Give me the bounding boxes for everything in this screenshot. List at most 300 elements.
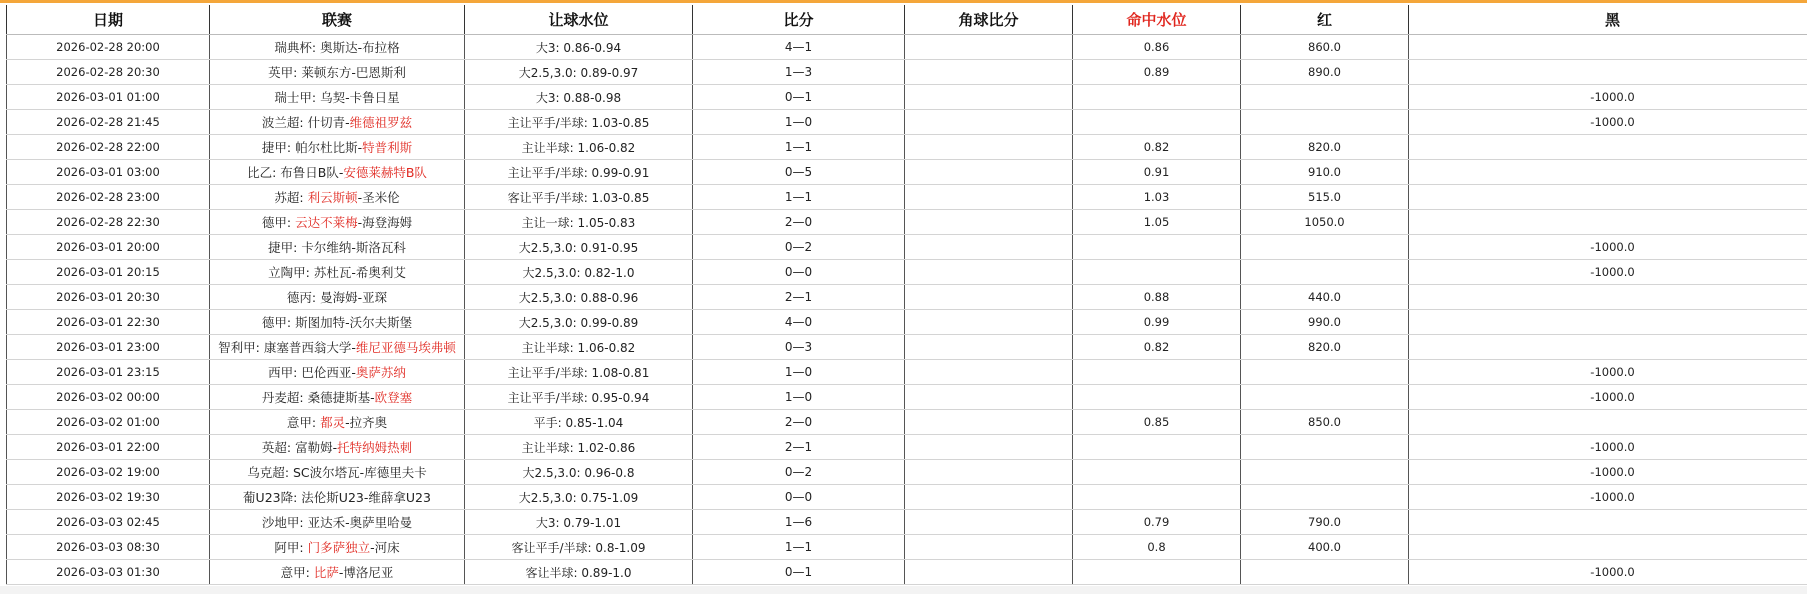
- table-row: [7, 460, 1807, 485]
- match-date: 2026-03-03 01:30: [7, 560, 210, 585]
- table-row: [7, 410, 1807, 435]
- separator: :: [311, 40, 321, 55]
- black-value: [1409, 210, 1807, 235]
- match-score: 1—6: [693, 510, 905, 535]
- away-team: 奥萨苏纳: [355, 365, 406, 380]
- match-date: 2026-03-02 01:00: [7, 410, 210, 435]
- match-score: 0—2: [693, 460, 905, 485]
- match-score: 0—1: [693, 85, 905, 110]
- red-value: 910.0: [1241, 160, 1409, 185]
- match-score: 0—1: [693, 560, 905, 585]
- separator: :: [299, 390, 308, 405]
- red-value: 860.0: [1241, 35, 1409, 60]
- away-team: 维尼亚德马埃弗顿: [355, 340, 456, 355]
- match-league: [210, 35, 465, 60]
- hit-odds: 0.91: [1073, 160, 1241, 185]
- separator: :: [305, 565, 314, 580]
- col-header-odds: 让球水位: [465, 5, 693, 35]
- handicap-odds: 大2.5,3.0: 0.88-0.96: [465, 285, 693, 310]
- match-score: 1—0: [693, 360, 905, 385]
- corner-score: [905, 135, 1073, 160]
- handicap-odds: 大3: 0.79-1.01: [465, 510, 693, 535]
- separator: :: [293, 240, 302, 255]
- separator: -: [338, 565, 344, 580]
- away-team: 特普利斯: [362, 140, 413, 155]
- corner-score: [905, 510, 1073, 535]
- table-row: [7, 435, 1807, 460]
- match-score: 0—0: [693, 260, 905, 285]
- separator: -: [332, 440, 338, 455]
- hit-odds: 0.99: [1073, 310, 1241, 335]
- away-team: 布拉格: [362, 40, 400, 55]
- home-team: 帕尔杜比斯: [295, 140, 358, 155]
- separator: -: [357, 290, 363, 305]
- separator: -: [370, 390, 375, 405]
- competition-name: 比乙: [247, 165, 273, 180]
- away-team: 托特纳姆热刺: [337, 440, 413, 455]
- separator: -: [345, 415, 350, 430]
- col-header-red: 红: [1241, 5, 1409, 35]
- hit-odds: [1073, 435, 1241, 460]
- hit-odds: [1073, 485, 1241, 510]
- away-team: 河床: [374, 540, 400, 555]
- match-date: 2026-03-02 19:30: [7, 485, 210, 510]
- separator: -: [345, 315, 350, 330]
- match-league: [210, 185, 465, 210]
- separator: :: [255, 340, 264, 355]
- match-date: 2026-02-28 20:00: [7, 35, 210, 60]
- handicap-odds: 大3: 0.88-0.98: [465, 85, 693, 110]
- red-value: 515.0: [1241, 185, 1409, 210]
- competition-name: 丹麦超: [261, 390, 300, 405]
- home-team: 奥斯达: [320, 40, 358, 55]
- competition-name: 波兰超: [261, 115, 300, 130]
- handicap-odds: 主让一球: 1.05-0.83: [465, 210, 693, 235]
- table-row: [7, 285, 1807, 310]
- match-league: [210, 335, 465, 360]
- competition-name: 意甲: [280, 565, 306, 580]
- handicap-odds: 主让平手/半球: 1.08-0.81: [465, 360, 693, 385]
- separator: :: [293, 365, 302, 380]
- col-header-date: 日期: [7, 5, 210, 35]
- black-value: [1409, 60, 1807, 85]
- match-score: 1—3: [693, 60, 905, 85]
- table-row: [7, 335, 1807, 360]
- hit-odds: 0.82: [1073, 335, 1241, 360]
- separator: -: [351, 65, 356, 80]
- hit-odds: [1073, 560, 1241, 585]
- table-row: [7, 185, 1807, 210]
- separator: :: [272, 165, 281, 180]
- hit-odds: 0.85: [1073, 410, 1241, 435]
- away-team: 斯洛瓦科: [355, 240, 406, 255]
- separator: -: [351, 365, 356, 380]
- separator: -: [357, 215, 363, 230]
- corner-score: [905, 260, 1073, 285]
- corner-score: [905, 110, 1073, 135]
- col-header-score: 比分: [693, 5, 905, 35]
- top-accent-bar: [0, 0, 1807, 3]
- red-value: [1241, 435, 1409, 460]
- handicap-odds: 主让半球: 1.06-0.82: [465, 135, 693, 160]
- corner-score: [905, 560, 1073, 585]
- competition-name: 西甲: [268, 365, 294, 380]
- home-team: 桑德捷斯基: [307, 390, 371, 405]
- red-value: 440.0: [1241, 285, 1409, 310]
- hit-odds: 0.79: [1073, 510, 1241, 535]
- table-row: [7, 485, 1807, 510]
- red-value: [1241, 460, 1409, 485]
- competition-name: 苏超: [274, 190, 300, 205]
- away-team: 拉齐奥: [349, 415, 388, 430]
- away-team: 希奥利艾: [355, 265, 406, 280]
- match-league: [210, 60, 465, 85]
- match-score: 0—3: [693, 335, 905, 360]
- home-team: 苏杜瓦: [313, 265, 352, 280]
- table-row: [7, 210, 1807, 235]
- separator: -: [351, 265, 356, 280]
- red-value: [1241, 360, 1409, 385]
- table-row: [7, 535, 1807, 560]
- match-date: 2026-03-01 20:00: [7, 235, 210, 260]
- handicap-odds: 客让半球: 0.89-1.0: [465, 560, 693, 585]
- away-team: 海登海姆: [362, 215, 413, 230]
- black-value: [1409, 185, 1807, 210]
- hit-odds: 0.86: [1073, 35, 1241, 60]
- red-value: 820.0: [1241, 135, 1409, 160]
- table-row: [7, 310, 1807, 335]
- away-team: 库德里夫卡: [364, 465, 427, 480]
- separator: :: [311, 90, 321, 105]
- match-score: 4—1: [693, 35, 905, 60]
- black-value: -1000.0: [1409, 435, 1807, 460]
- home-team: 比萨: [313, 565, 339, 580]
- separator: :: [299, 190, 308, 205]
- match-date: 2026-03-01 03:00: [7, 160, 210, 185]
- black-value: -1000.0: [1409, 360, 1807, 385]
- match-score: 2—0: [693, 210, 905, 235]
- home-team: 康塞普西翁大学: [263, 340, 352, 355]
- red-value: [1241, 260, 1409, 285]
- match-league: [210, 435, 465, 460]
- home-team: 门多萨独立: [307, 540, 371, 555]
- corner-score: [905, 310, 1073, 335]
- handicap-odds: 主让半球: 1.02-0.86: [465, 435, 693, 460]
- black-value: -1000.0: [1409, 460, 1807, 485]
- home-team: 法伦斯U23: [301, 490, 364, 505]
- competition-name: 德丙: [286, 290, 312, 305]
- separator: :: [299, 515, 308, 530]
- separator: :: [286, 440, 296, 455]
- red-value: 890.0: [1241, 60, 1409, 85]
- separator: -: [357, 140, 363, 155]
- black-value: -1000.0: [1409, 485, 1807, 510]
- black-value: -1000.0: [1409, 110, 1807, 135]
- table-body: [7, 35, 1807, 585]
- match-score: 0—2: [693, 235, 905, 260]
- match-league: [210, 235, 465, 260]
- handicap-odds: 主让平手/半球: 0.99-0.91: [465, 160, 693, 185]
- match-score: 2—1: [693, 285, 905, 310]
- home-team: 莱顿东方: [301, 65, 352, 80]
- match-league: [210, 485, 465, 510]
- match-score: 1—0: [693, 110, 905, 135]
- match-league: [210, 360, 465, 385]
- match-score: 1—0: [693, 385, 905, 410]
- competition-name: 德甲: [261, 215, 287, 230]
- match-league: [210, 535, 465, 560]
- away-team: 沃尔夫斯堡: [349, 315, 413, 330]
- match-score: 1—1: [693, 185, 905, 210]
- handicap-odds: 大2.5,3.0: 0.96-0.8: [465, 460, 693, 485]
- competition-name: 瑞士甲: [274, 90, 312, 105]
- handicap-odds: 平手: 0.85-1.04: [465, 410, 693, 435]
- black-value: [1409, 535, 1807, 560]
- separator: :: [293, 65, 302, 80]
- red-value: 790.0: [1241, 510, 1409, 535]
- hit-odds: 0.89: [1073, 60, 1241, 85]
- hit-odds: [1073, 460, 1241, 485]
- competition-name: 英超: [261, 440, 287, 455]
- hit-odds: [1073, 110, 1241, 135]
- separator: :: [305, 265, 314, 280]
- col-header-league: 联赛: [210, 5, 465, 35]
- red-value: 1050.0: [1241, 210, 1409, 235]
- black-value: -1000.0: [1409, 235, 1807, 260]
- competition-name: 立陶甲: [268, 265, 306, 280]
- handicap-odds: 大2.5,3.0: 0.99-0.89: [465, 310, 693, 335]
- match-date: 2026-02-28 22:00: [7, 135, 210, 160]
- competition-name: 捷甲: [268, 240, 294, 255]
- corner-score: [905, 360, 1073, 385]
- handicap-odds: 大2.5,3.0: 0.91-0.95: [465, 235, 693, 260]
- corner-score: [905, 160, 1073, 185]
- away-team: 巴恩斯利: [355, 65, 406, 80]
- handicap-odds: 大2.5,3.0: 0.75-1.09: [465, 485, 693, 510]
- competition-name: 乌克超: [247, 465, 285, 480]
- competition-name: 葡U23降: [243, 490, 294, 505]
- match-league: [210, 510, 465, 535]
- separator: :: [299, 540, 308, 555]
- match-league: [210, 210, 465, 235]
- separator: -: [345, 115, 350, 130]
- home-team: 卡尔维纳: [301, 240, 352, 255]
- separator: -: [345, 90, 350, 105]
- table-row: [7, 35, 1807, 60]
- hit-odds: 1.03: [1073, 185, 1241, 210]
- handicap-odds: 大3: 0.86-0.94: [465, 35, 693, 60]
- home-team: 斯图加特: [295, 315, 346, 330]
- table-row: [7, 260, 1807, 285]
- home-team: 曼海姆: [320, 290, 358, 305]
- away-team: 欧登塞: [374, 390, 413, 405]
- results-table: [6, 5, 1807, 585]
- red-value: [1241, 110, 1409, 135]
- match-league: [210, 110, 465, 135]
- handicap-odds: 大2.5,3.0: 0.89-0.97: [465, 60, 693, 85]
- separator: -: [345, 515, 350, 530]
- table-row: [7, 85, 1807, 110]
- handicap-odds: 客让平手/半球: 1.03-0.85: [465, 185, 693, 210]
- match-league: [210, 285, 465, 310]
- match-score: 4—0: [693, 310, 905, 335]
- match-league: [210, 135, 465, 160]
- match-score: 0—5: [693, 160, 905, 185]
- corner-score: [905, 185, 1073, 210]
- handicap-odds: 主让半球: 1.06-0.82: [465, 335, 693, 360]
- table-row: [7, 110, 1807, 135]
- separator: -: [363, 490, 369, 505]
- corner-score: [905, 410, 1073, 435]
- black-value: [1409, 135, 1807, 160]
- corner-score: [905, 385, 1073, 410]
- home-team: 巴伦西亚: [301, 365, 352, 380]
- hit-odds: 0.82: [1073, 135, 1241, 160]
- corner-score: [905, 485, 1073, 510]
- match-date: 2026-03-01 22:30: [7, 310, 210, 335]
- black-value: -1000.0: [1409, 85, 1807, 110]
- match-league: [210, 560, 465, 585]
- separator: -: [351, 240, 356, 255]
- handicap-odds: 主让平手/半球: 1.03-0.85: [465, 110, 693, 135]
- match-league: [210, 260, 465, 285]
- black-value: [1409, 410, 1807, 435]
- competition-name: 意甲: [286, 415, 312, 430]
- home-team: 都灵: [320, 415, 346, 430]
- competition-name: 智利甲: [218, 340, 256, 355]
- match-league: [210, 85, 465, 110]
- separator: :: [286, 215, 296, 230]
- handicap-odds: 大2.5,3.0: 0.82-1.0: [465, 260, 693, 285]
- corner-score: [905, 335, 1073, 360]
- red-value: 820.0: [1241, 335, 1409, 360]
- match-date: 2026-03-02 19:00: [7, 460, 210, 485]
- competition-name: 捷甲: [261, 140, 287, 155]
- table-row: [7, 60, 1807, 85]
- col-header-corner-score: 角球比分: [905, 5, 1073, 35]
- home-team: 布鲁日B队: [280, 165, 339, 180]
- competition-name: 德甲: [261, 315, 287, 330]
- table-row: [7, 560, 1807, 585]
- table-row: [7, 160, 1807, 185]
- hit-odds: 0.88: [1073, 285, 1241, 310]
- match-league: [210, 410, 465, 435]
- separator: -: [357, 190, 363, 205]
- separator: -: [338, 165, 344, 180]
- away-team: 博洛尼亚: [343, 565, 394, 580]
- col-header-hit-odds: 命中水位: [1073, 5, 1241, 35]
- match-date: 2026-03-01 20:30: [7, 285, 210, 310]
- separator: :: [286, 140, 296, 155]
- home-team: 亚达禾: [307, 515, 346, 530]
- table-row: [7, 135, 1807, 160]
- match-league: [210, 460, 465, 485]
- away-team: 维德祖罗兹: [349, 115, 413, 130]
- separator: :: [284, 465, 293, 480]
- match-league: [210, 310, 465, 335]
- table-row: [7, 385, 1807, 410]
- corner-score: [905, 285, 1073, 310]
- match-date: 2026-02-28 21:45: [7, 110, 210, 135]
- hit-odds: [1073, 360, 1241, 385]
- match-date: 2026-02-28 23:00: [7, 185, 210, 210]
- corner-score: [905, 460, 1073, 485]
- match-date: 2026-03-03 08:30: [7, 535, 210, 560]
- match-date: 2026-03-01 20:15: [7, 260, 210, 285]
- header-row: [7, 5, 1807, 35]
- black-value: -1000.0: [1409, 560, 1807, 585]
- match-date: 2026-03-01 22:00: [7, 435, 210, 460]
- bottom-scroll-strip: [0, 586, 1807, 594]
- corner-score: [905, 535, 1073, 560]
- home-team: 云达不莱梅: [295, 215, 358, 230]
- separator: :: [311, 290, 321, 305]
- red-value: [1241, 385, 1409, 410]
- match-score: 1—1: [693, 535, 905, 560]
- black-value: [1409, 510, 1807, 535]
- match-league: [210, 160, 465, 185]
- match-date: 2026-03-01 23:00: [7, 335, 210, 360]
- competition-name: 瑞典杯: [274, 40, 312, 55]
- match-date: 2026-03-01 23:15: [7, 360, 210, 385]
- separator: :: [311, 415, 321, 430]
- separator: :: [293, 490, 302, 505]
- red-value: 400.0: [1241, 535, 1409, 560]
- separator: -: [370, 540, 375, 555]
- home-team: 乌契: [320, 90, 346, 105]
- away-team: 安德莱赫特B队: [343, 165, 427, 180]
- match-date: 2026-02-28 20:30: [7, 60, 210, 85]
- home-team: SC波尔塔瓦: [293, 465, 360, 480]
- hit-odds: 1.05: [1073, 210, 1241, 235]
- hit-odds: 0.8: [1073, 535, 1241, 560]
- away-team: 亚琛: [362, 290, 388, 305]
- handicap-odds: 客让平手/半球: 0.8-1.09: [465, 535, 693, 560]
- black-value: [1409, 285, 1807, 310]
- black-value: [1409, 335, 1807, 360]
- match-score: 2—0: [693, 410, 905, 435]
- away-team: 圣米伦: [362, 190, 400, 205]
- handicap-odds: 主让平手/半球: 0.95-0.94: [465, 385, 693, 410]
- corner-score: [905, 210, 1073, 235]
- black-value: -1000.0: [1409, 260, 1807, 285]
- match-score: 2—1: [693, 435, 905, 460]
- table-row: [7, 360, 1807, 385]
- match-date: 2026-03-02 00:00: [7, 385, 210, 410]
- match-score: 1—1: [693, 135, 905, 160]
- black-value: [1409, 310, 1807, 335]
- corner-score: [905, 60, 1073, 85]
- separator: :: [299, 115, 308, 130]
- match-date: 2026-02-28 22:30: [7, 210, 210, 235]
- competition-name: 英甲: [268, 65, 294, 80]
- hit-odds: [1073, 235, 1241, 260]
- red-value: [1241, 85, 1409, 110]
- red-value: [1241, 560, 1409, 585]
- home-team: 利云斯顿: [307, 190, 358, 205]
- col-header-black: 黑: [1409, 5, 1807, 35]
- black-value: [1409, 35, 1807, 60]
- match-score: 0—0: [693, 485, 905, 510]
- table-row: [7, 235, 1807, 260]
- corner-score: [905, 235, 1073, 260]
- red-value: 850.0: [1241, 410, 1409, 435]
- hit-odds: [1073, 260, 1241, 285]
- separator: -: [351, 340, 356, 355]
- away-team: 卡鲁日星: [349, 90, 400, 105]
- red-value: [1241, 235, 1409, 260]
- corner-score: [905, 435, 1073, 460]
